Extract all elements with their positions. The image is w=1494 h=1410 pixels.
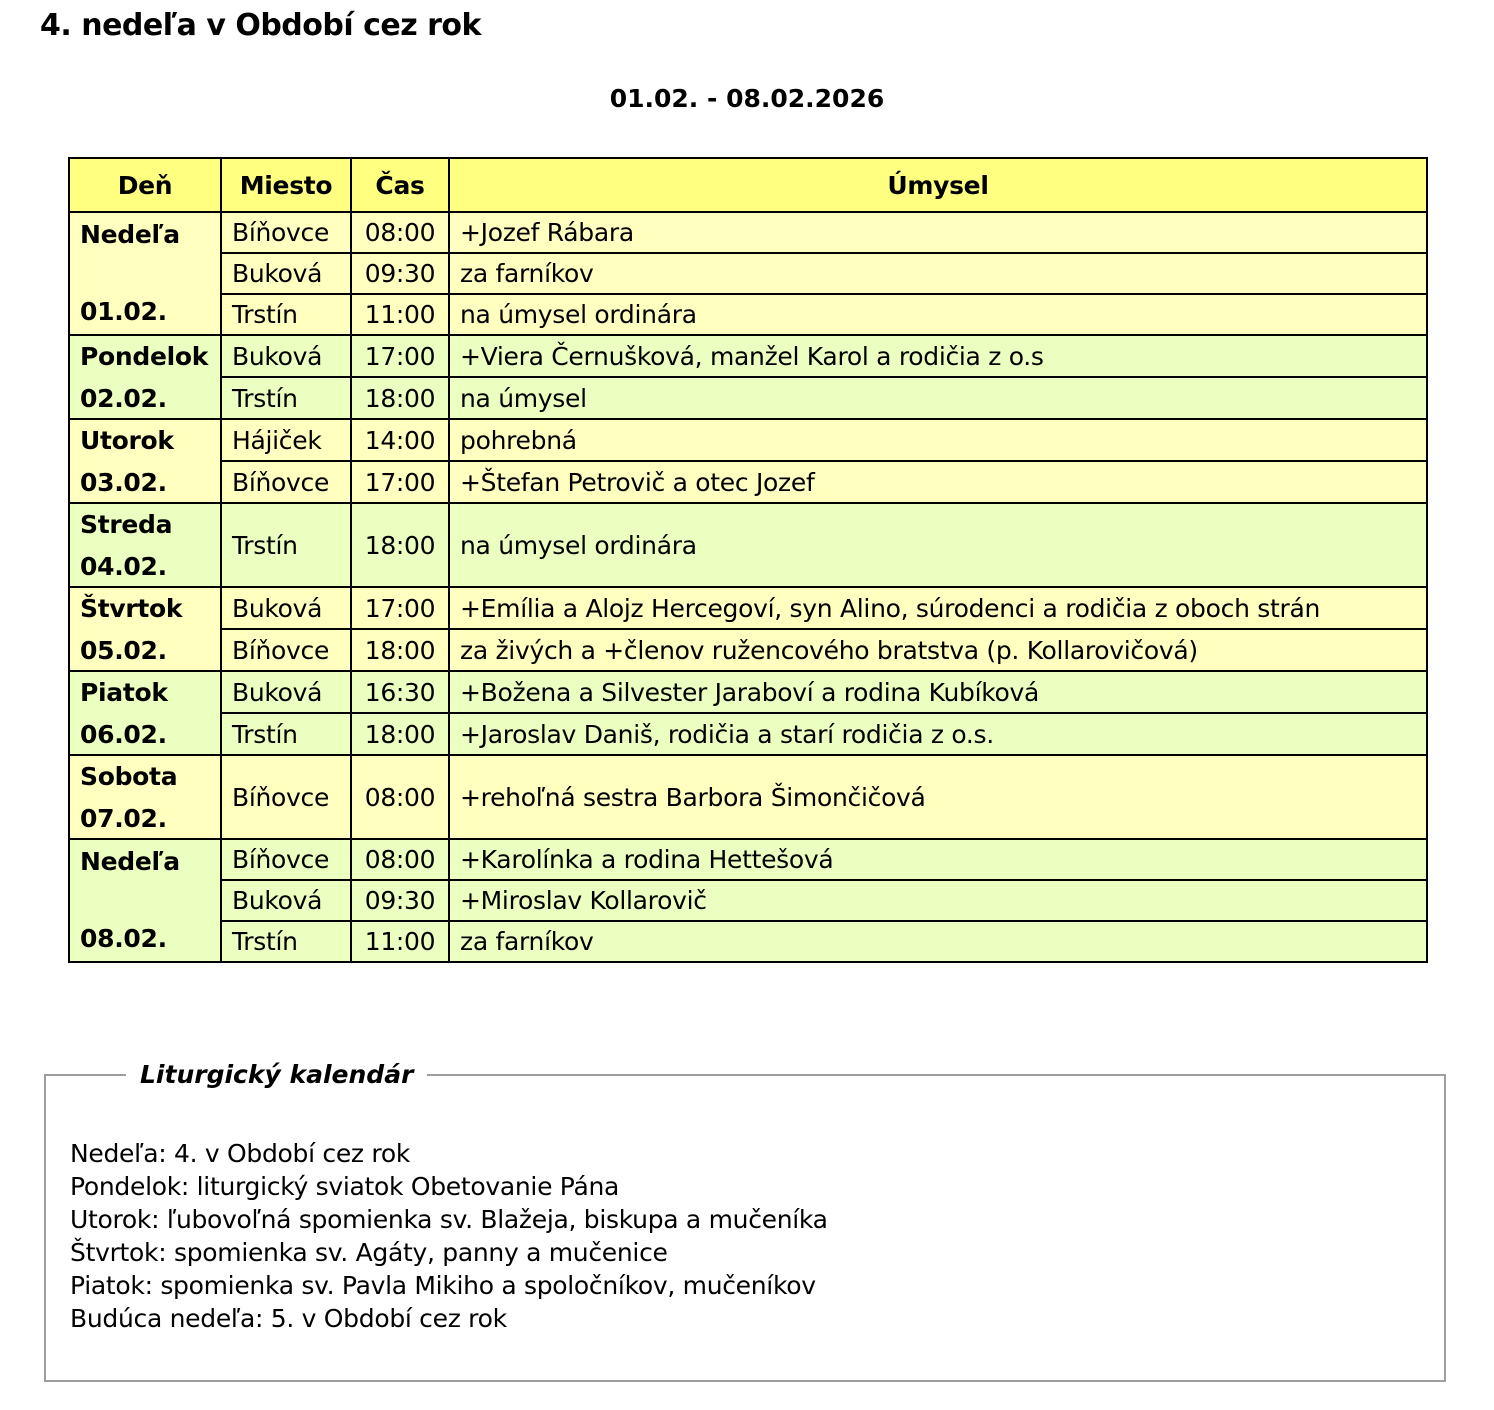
place-cell: Trstín	[221, 294, 351, 335]
intention-cell: +rehoľná sestra Barbora Šimončičová	[449, 755, 1427, 839]
place-cell: Bíňovce	[221, 629, 351, 671]
table-row	[69, 671, 1427, 713]
header-intention: Úmysel	[449, 158, 1427, 212]
day-cell	[69, 503, 221, 587]
table-row	[69, 839, 1427, 880]
time-cell: 08:00	[351, 755, 449, 839]
day-name: Pondelok	[80, 342, 209, 371]
day-cell	[69, 839, 221, 962]
intention-cell: na úmysel ordinára	[449, 294, 1427, 335]
page-title: 4. nedeľa v Období cez rok	[40, 8, 481, 43]
place-cell: Buková	[221, 587, 351, 629]
day-date: 06.02.	[80, 720, 167, 749]
place-cell: Trstín	[221, 377, 351, 419]
intention-cell: za farníkov	[449, 921, 1427, 962]
time-cell: 18:00	[351, 713, 449, 755]
liturgical-calendar-lines	[70, 1137, 1420, 1335]
table-row	[69, 587, 1427, 629]
day-date: 05.02.	[80, 636, 167, 665]
intention-cell: pohrebná	[449, 419, 1427, 461]
table-row	[69, 419, 1427, 461]
header-day: Deň	[69, 158, 221, 212]
day-date: 04.02.	[80, 552, 167, 581]
table-row	[69, 921, 1427, 962]
place-cell: Hájiček	[221, 419, 351, 461]
intention-cell: za živých a +členov ružencového bratstva (p. Kollarovičová)	[449, 629, 1427, 671]
day-cell	[69, 587, 221, 671]
liturgical-calendar-line: Budúca nedeľa: 5. v Období cez rok	[70, 1304, 507, 1333]
table-row	[69, 629, 1427, 671]
place-cell: Buková	[221, 880, 351, 921]
place-cell: Trstín	[221, 503, 351, 587]
day-name: Štvrtok	[80, 594, 183, 623]
day-date: 07.02.	[80, 804, 167, 833]
place-cell: Buková	[221, 335, 351, 377]
place-cell: Trstín	[221, 921, 351, 962]
time-cell: 11:00	[351, 294, 449, 335]
day-name: Utorok	[80, 426, 174, 455]
place-cell: Trstín	[221, 713, 351, 755]
time-cell: 09:30	[351, 880, 449, 921]
header-time: Čas	[351, 158, 449, 212]
day-name: Sobota	[80, 762, 178, 791]
intention-cell: +Jaroslav Daniš, rodičia a starí rodičia z o.s.	[449, 713, 1427, 755]
table-row	[69, 503, 1427, 587]
liturgical-calendar-line: Nedeľa: 4. v Období cez rok	[70, 1139, 411, 1168]
day-name: Nedeľa	[80, 847, 180, 876]
time-cell: 14:00	[351, 419, 449, 461]
intention-cell: +Štefan Petrovič a otec Jozef	[449, 461, 1427, 503]
intention-cell: na úmysel ordinára	[449, 503, 1427, 587]
time-cell: 17:00	[351, 461, 449, 503]
intention-cell: +Karolínka a rodina Hettešová	[449, 839, 1427, 880]
place-cell: Bíňovce	[221, 212, 351, 253]
table-row	[69, 294, 1427, 335]
table-row	[69, 335, 1427, 377]
day-name: Piatok	[80, 678, 168, 707]
time-cell: 18:00	[351, 377, 449, 419]
intention-cell: +Jozef Rábara	[449, 212, 1427, 253]
liturgical-calendar-line: Piatok: spomienka sv. Pavla Mikiho a spoločníkov, mučeníkov	[70, 1271, 816, 1300]
place-cell: Bíňovce	[221, 755, 351, 839]
place-cell: Bíňovce	[221, 461, 351, 503]
time-cell: 11:00	[351, 921, 449, 962]
day-cell	[69, 335, 221, 419]
schedule-body	[69, 212, 1427, 962]
day-date: 01.02.	[80, 297, 167, 326]
time-cell: 17:00	[351, 335, 449, 377]
mass-schedule-table	[68, 157, 1428, 963]
liturgical-calendar-line: Utorok: ľubovoľná spomienka sv. Blažeja, biskupa a mučeníka	[70, 1205, 828, 1234]
table-row	[69, 212, 1427, 253]
table-row	[69, 377, 1427, 419]
place-cell: Buková	[221, 671, 351, 713]
day-cell	[69, 212, 221, 335]
date-range: 01.02. - 08.02.2026	[609, 84, 885, 113]
place-cell: Buková	[221, 253, 351, 294]
time-cell: 16:30	[351, 671, 449, 713]
time-cell: 08:00	[351, 839, 449, 880]
table-row	[69, 880, 1427, 921]
liturgical-calendar-legend: Liturgický kalendár	[140, 1060, 414, 1089]
place-cell: Bíňovce	[221, 839, 351, 880]
day-name: Nedeľa	[80, 220, 180, 249]
day-name: Streda	[80, 510, 173, 539]
liturgical-calendar	[44, 1060, 1446, 1382]
day-cell	[69, 755, 221, 839]
time-cell: 08:00	[351, 212, 449, 253]
header-place: Miesto	[221, 158, 351, 212]
intention-cell: +Božena a Silvester Jaraboví a rodina Kubíková	[449, 671, 1427, 713]
liturgical-calendar-line: Pondelok: liturgický sviatok Obetovanie Pána	[70, 1172, 620, 1201]
time-cell: 18:00	[351, 503, 449, 587]
table-row	[69, 253, 1427, 294]
time-cell: 09:30	[351, 253, 449, 294]
day-date: 08.02.	[80, 924, 167, 953]
table-row	[69, 755, 1427, 839]
intention-cell: +Viera Černušková, manžel Karol a rodičia z o.s	[449, 335, 1427, 377]
intention-cell: za farníkov	[449, 253, 1427, 294]
day-date: 02.02.	[80, 384, 167, 413]
day-date: 03.02.	[80, 468, 167, 497]
liturgical-calendar-line: Štvrtok: spomienka sv. Agáty, panny a mučenice	[70, 1238, 668, 1267]
time-cell: 18:00	[351, 629, 449, 671]
intention-cell: +Miroslav Kollarovič	[449, 880, 1427, 921]
intention-cell: +Emília a Alojz Hercegoví, syn Alino, súrodenci a rodičia z oboch strán	[449, 587, 1427, 629]
day-cell	[69, 671, 221, 755]
table-header-row	[69, 158, 1427, 212]
table-row	[69, 713, 1427, 755]
day-cell	[69, 419, 221, 503]
table-row	[69, 461, 1427, 503]
intention-cell: na úmysel	[449, 377, 1427, 419]
time-cell: 17:00	[351, 587, 449, 629]
